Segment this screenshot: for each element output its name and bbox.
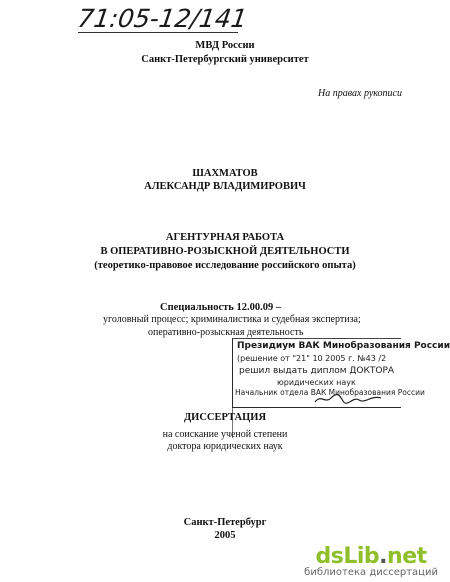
year: 2005 — [214, 530, 236, 541]
specialty-description-1: уголовный процесс; криминалистика и судебная экспертиза; — [103, 314, 361, 325]
stamp-line-4: юридических наук — [277, 378, 356, 387]
city: Санкт-Петербург — [183, 517, 267, 528]
author-name: АЛЕКСАНДР ВЛАДИМИРОВИЧ — [144, 181, 306, 192]
watermark — [304, 544, 438, 578]
title-subtitle: (теоретико-правовое исследование российского опыта) — [94, 260, 356, 271]
stamp-line-2: (решение от "21" 10 2005 г. №43 /2 — [237, 354, 387, 363]
title-line-1: АГЕНТУРНАЯ РАБОТА — [165, 232, 285, 243]
specialty-description-2: оперативно-розыскная деятельность — [148, 327, 304, 338]
degree-line-1: на соискание ученой степени — [162, 429, 288, 440]
watermark-logo-tld: net — [387, 544, 427, 569]
watermark-logo-main: dsLib — [315, 544, 380, 569]
watermark-subtitle: библиотека диссертаций — [304, 567, 438, 578]
document-type: ДИССЕРТАЦИЯ — [183, 412, 267, 423]
vak-stamp — [232, 338, 450, 408]
university-name: Санкт-Петербургский университет — [141, 54, 309, 65]
stamp-line-5: Начальник отдела ВАК Минобразования России — [235, 388, 425, 397]
watermark-logo — [304, 544, 438, 569]
watermark-logo-dot: . — [379, 544, 388, 569]
author-surname: ШАХМАТОВ — [192, 168, 258, 179]
signature-icon — [313, 392, 383, 406]
handwritten-catalog-number: 71:05-12/141 — [75, 4, 250, 33]
manuscript-note: На правах рукописи — [318, 88, 402, 99]
degree-line-2: доктора юридических наук — [167, 441, 283, 452]
stamp-line-1: Президиум ВАК Минобразования России — [237, 341, 450, 351]
ministry-name: МВД России — [195, 40, 255, 51]
title-line-2: В ОПЕРАТИВНО-РОЗЫСКНОЙ ДЕЯТЕЛЬНОСТИ — [100, 246, 350, 257]
handwritten-underline — [78, 32, 238, 33]
stamp-line-3: решил выдать диплом ДОКТОРА — [239, 366, 395, 376]
specialty-code: Специальность 12.00.09 – — [160, 302, 282, 313]
